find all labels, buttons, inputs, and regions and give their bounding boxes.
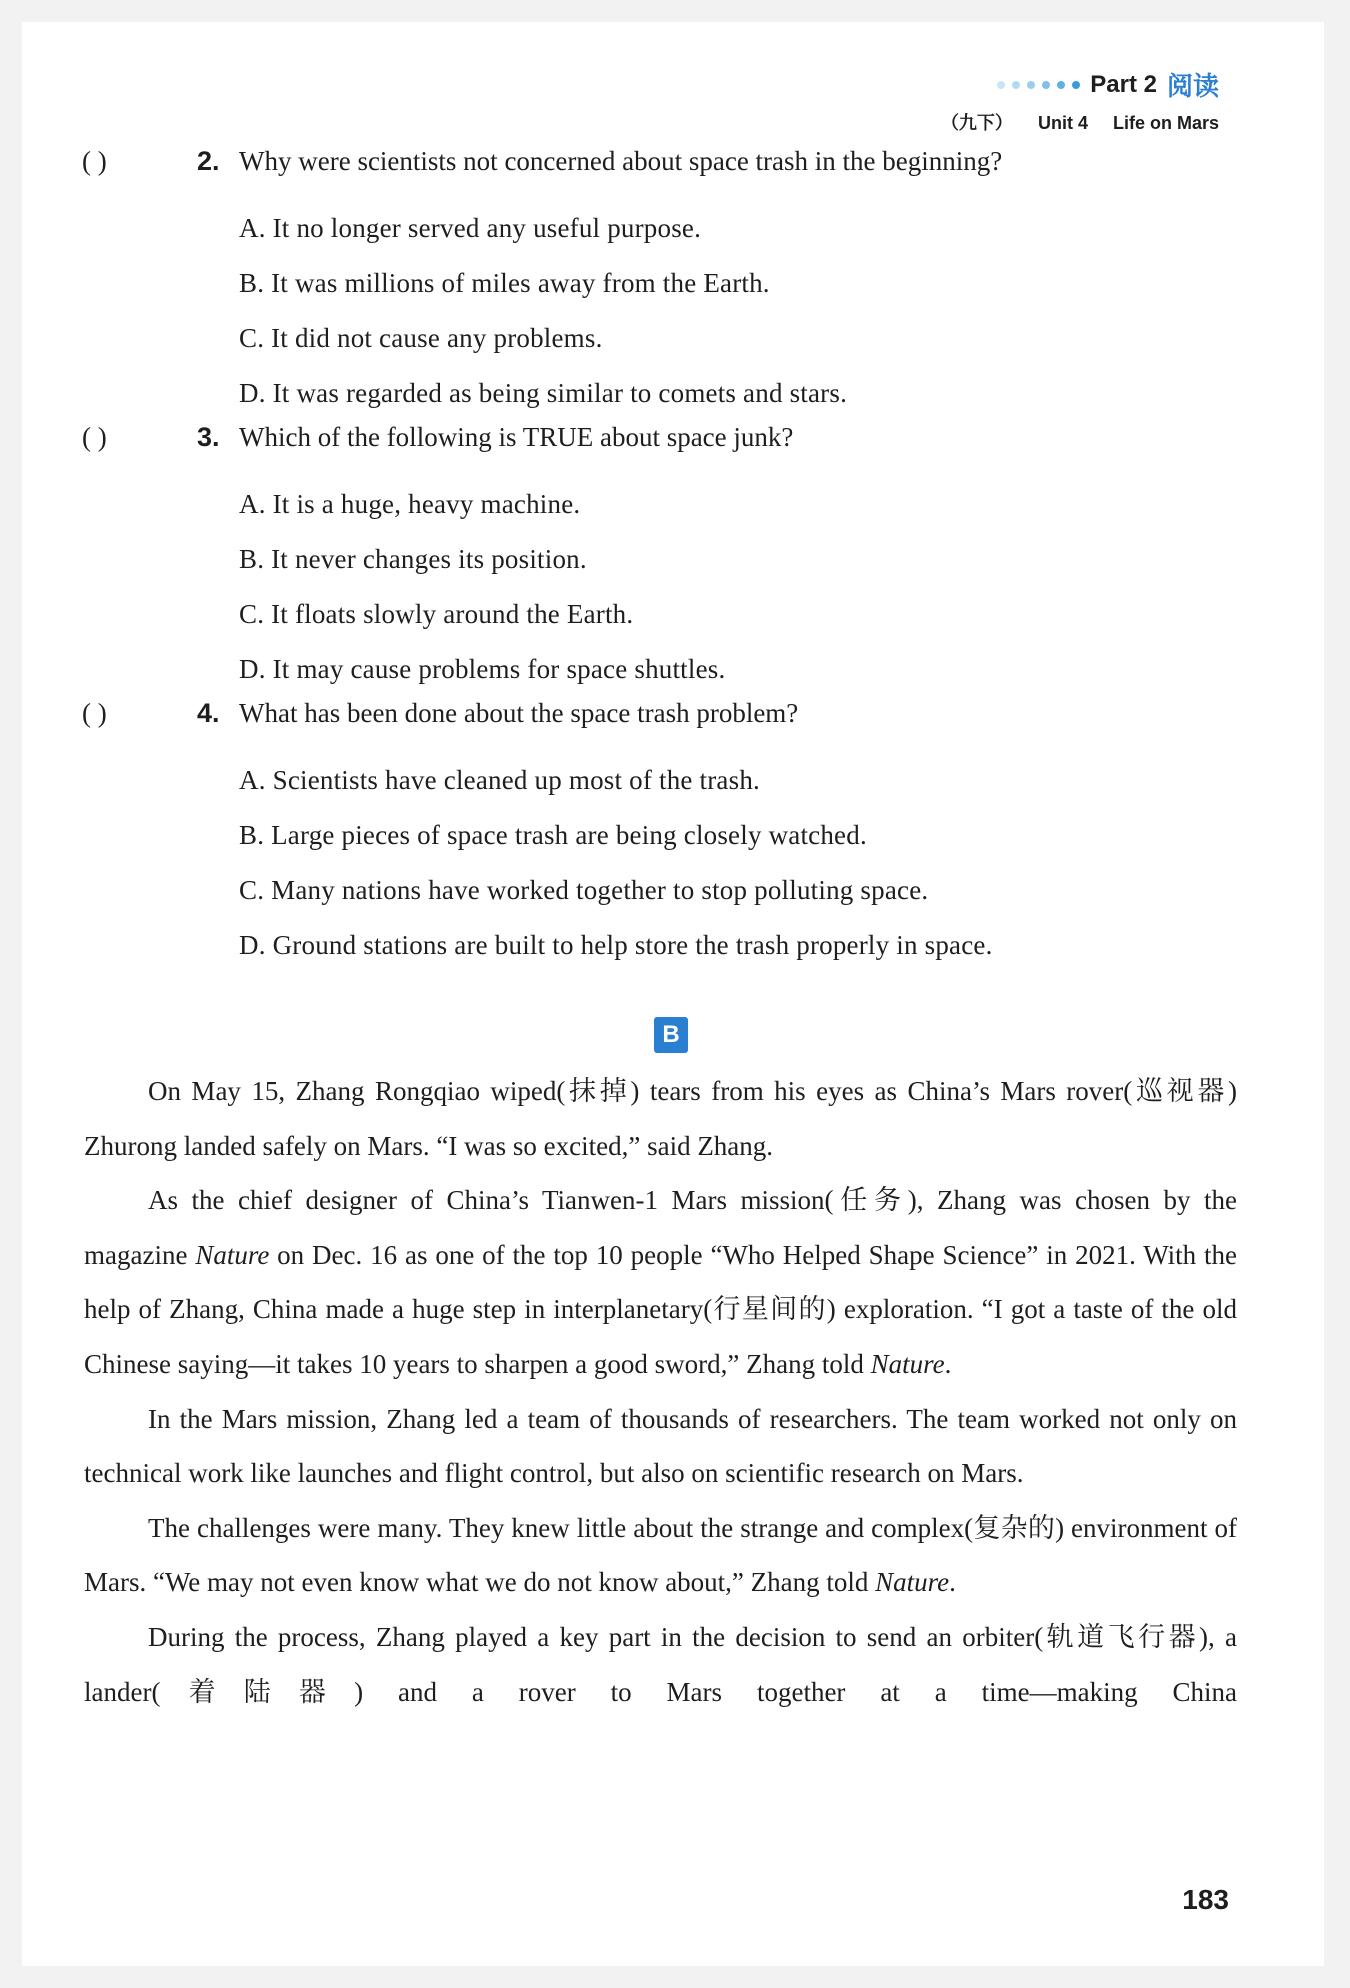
option-b: B. It was millions of miles away from the Earth. [239,268,770,298]
question-number: 4. [197,698,220,728]
question-4 [82,698,993,973]
dot-icon [1042,81,1050,89]
section-b-badge: B [654,1017,688,1053]
question-stem: Why were scientists not concerned about space trash in the beginning? [239,146,1003,176]
dot-icon [1012,81,1020,89]
question-number: 2. [197,146,220,176]
answer-blank[interactable]: ( ) [82,698,107,728]
question-stem: Which of the following is TRUE about space junk? [239,422,794,452]
unit-title: Life on Mars [1112,113,1219,133]
option-d: D. It was regarded as being similar to comets and stars. [239,378,848,408]
paragraph-4: The challenges were many. They knew little about the strange and complex(复杂的) environment of Mars. “We may not even know what we do not know about,” Zhang told Nature. [84,1512,1237,1598]
option-c: C. It did not cause any problems. [239,323,603,353]
option-b: B. Large pieces of space trash are being closely watched. [239,820,867,850]
dot-icon [1057,81,1065,89]
page-number: 183 [1182,1884,1229,1915]
magazine-title: Nature [870,1348,945,1379]
paragraph-3: In the Mars mission, Zhang led a team of thousands of researchers. The team worked not only on technical work like launches and flight control, but also on scientific research on Mars. [84,1403,1237,1489]
option-d: D. It may cause problems for space shuttles. [239,654,726,684]
grade-label: （九下） [940,113,1013,133]
question-2 [82,146,1002,421]
question-3 [82,422,793,697]
paragraph-1: On May 15, Zhang Rongqiao wiped(抹掉) tears from his eyes as China’s Mars rover(巡视器) Zhurong landed safely on Mars. “I was so excited,” said Zhang. [84,1076,1237,1161]
question-number: 3. [197,422,220,452]
option-b: B. It never changes its position. [239,544,587,574]
paragraph-5: During the process, Zhang played a key part in the decision to send an orbiter(轨道飞行器), a lander(着陆器) and a rover to Mars together at a time—making China [84,1621,1237,1707]
option-a: A. It is a huge, heavy machine. [239,489,581,519]
unit-label: Unit 4 [1037,113,1088,133]
dot-icon [1072,81,1080,89]
magazine-title: Nature [195,1239,270,1270]
textbook-page [22,22,1324,1966]
magazine-title: Nature [875,1567,950,1598]
question-stem: What has been done about the space trash problem? [239,698,799,728]
option-a: A. Scientists have cleaned up most of the trash. [239,765,760,795]
answer-blank[interactable]: ( ) [82,146,107,176]
option-c: C. Many nations have worked together to stop polluting space. [239,875,929,905]
decorative-dots [997,81,1080,89]
reading-passage [84,1064,1237,1719]
section-label: 阅读 [1166,71,1219,101]
dot-icon [1027,81,1035,89]
paragraph-2: As the chief designer of China’s Tianwen-1 Mars mission(任务), Zhang was chosen by the magazine Nature on Dec. 16 as one of the top 10 people “Who Helped Shape Science” in 2021. With the help of Zhang, China made a huge step in interplanetary(行星间的) exploration. “I got a taste of the old Chinese saying—it takes 10 years to sharpen a good sword,” Zhang told Nature. [84,1185,1237,1379]
answer-blank[interactable]: ( ) [82,422,107,452]
page-header [941,66,1219,135]
option-a: A. It no longer served any useful purpose. [239,213,702,243]
option-c: C. It floats slowly around the Earth. [239,599,634,629]
dot-icon [997,81,1005,89]
part-label: Part 2 [1090,70,1157,98]
option-d: D. Ground stations are built to help store the trash properly in space. [239,930,993,960]
